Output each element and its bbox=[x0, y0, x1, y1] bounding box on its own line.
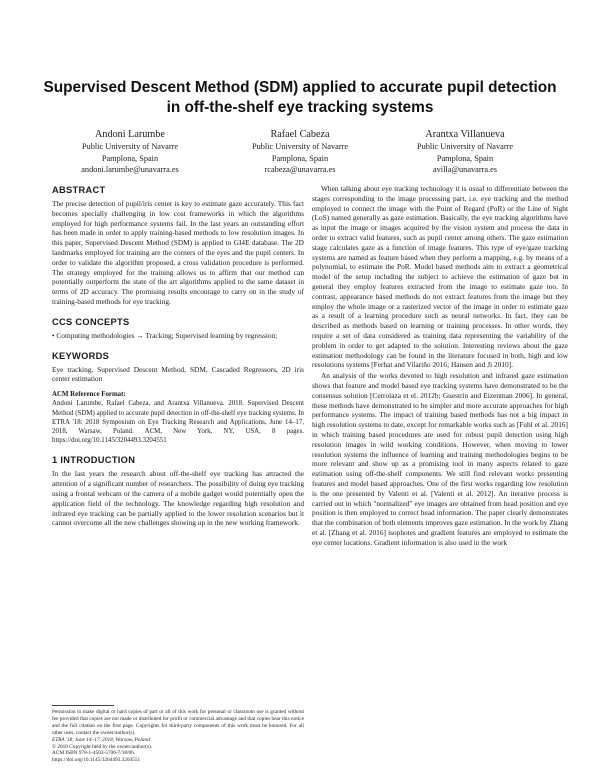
ccs-heading: CCS CONCEPTS bbox=[52, 316, 130, 327]
right-column bbox=[312, 184, 568, 547]
acm-reference-format bbox=[52, 390, 304, 445]
doi-line: https://doi.org/10.1145/3204493.3204551 bbox=[52, 757, 141, 764]
paper-title: Supervised Descent Method (SDM) applied to accurate pupil detection in off-the-shelf eye tracking systems bbox=[43, 79, 557, 116]
abstract-text: The precise detection of pupil/iris center is key to estimate gaze accurately. This fact becomes specially challenging in low cost frameworks in which the algorithms employed for high performance systems fail. In the last years an outstanding effort has been made in order to apply training-based methods to low resolution images. In this paper, Supervised Descent Method (SDM) is applied to GI4E database. The 2D landmarks employed for training are the corners of the eyes and the pupil centers. In order to validate the algorithm proposed, a cross validation procedure is performed. The strategy employed for the training allows us to affirm that our method can potentially outperform the state of the art algorithms applied to the same dataset in terms of 2D accuracy. The promising results encourage to carry on in the study of training-based methods for eye tracking. bbox=[52, 199, 304, 306]
author-email: rcabeza@unavarra.es bbox=[264, 165, 336, 175]
right-paragraph-2: An analysis of the works devoted to high resolution and infrared gaze estimation shows that feature and model based eye tracking systems have demonstrated to be the consensus solution [Cerrolaza et el. 2012b; Guestrin and Eizenman 2006]. In general, these methods have demonstrated to be simpler and more accurate approaches for high performance systems. The impact of training based methods has not a big impact in high resolution systems to date, except for remarkable works such as [Fuhl et al. 2016] in which training based procedures are used for robust pupil detection using high resolution images in wild working conditions. However, when moving to lower resolution systems the influence of learning and training methodologies begins to be more relevant and show up as a promising tool in many aspects related to gaze estimation using off-the-shelf components. We still find relevant works presenting features and model based approaches. One of the first works regarding low resolution is the one presented by Valenti et al. [Valenti et al. 2012]. An iterative process is carried out in which "normalized" eye images are obtained from head position and eye position is then employed to correct head information. The paper clearly demonstrates that the combination of both elements improves gaze estimation. In the work by Zhang et al. [Zhang et al. 2016] isophotes and gradient features are employed to estimate the eye center locations. Gradient information is also used in the work bbox=[312, 371, 568, 547]
acm-reference-label: ACM Reference Format: bbox=[52, 391, 126, 399]
keywords-text: Eye tracking, Supervised Descent Method, SDM, Cascaded Regressors, 2D iris center estimation bbox=[52, 364, 304, 384]
right-paragraph-1: When talking about eye tracking technology it is usual to differentiate between the stages corresponding to the image processing part, i.e. eye tracking and the method employed to connect the image with the Point of Regard (PoR) or the Line of Sight (LoS) named generally as gaze estimation. Basically, the eye tracking algorithms have as input the image or images acquired by the vision system and process the data in order to extract valid features, such as pupil center among others. The gaze estimation stage calculates gaze as a function of image features. This type of eye/gaze tracking systems are named as feature based when they perform a mapping, e.g. by means of a polynomial, to estimate the PoR. Model based methods aim to extract a geometrical model of the setup including the subject to achieve the estimation of gaze but in general they employ features extracted from the image to estimate gaze too. In contrast, appearance based methods do not extract features from the image but they employ the whole image or a rasterized vector of the image in order to estimate gaze as a result of a learning procedure such as neural networks. In fact, they can be described as methods based on learning or training processes. In other words, they require a set of data considered as training data representing the variability of the problem in order to get adapted to the solution. Interesting reviews about the gaze estimation methodology can be found in the literature focused in both, high and low resolutions systems [Ferhat and Vilariño 2016; Hansen and Ji 2010]. bbox=[312, 184, 568, 370]
author-location: Pamplona, Spain bbox=[436, 153, 494, 163]
left-column bbox=[52, 184, 304, 528]
permission-notice: Permission to make digital or hard copies of part or all of this work for personal or classroom use is granted without fee provided that copies are not made or distributed for profit or commercial advantage and that copies bear this notice and the full citation on the first page. Copyrights for third-party components of this work must be honored. For all other uses, contact the owner/author(s). bbox=[52, 709, 304, 736]
author-affiliation: Public University of Navarre bbox=[251, 142, 349, 151]
venue-line: ETRA '18, June 14–17, 2018, Warsaw, Poland bbox=[52, 736, 150, 743]
author-email: avilla@unavarra.es bbox=[432, 165, 498, 175]
author-2 bbox=[215, 128, 385, 176]
acm-reference-text: Andoni Larumbe, Rafael Cabeza, and Arantxa Villanueva. 2018. Supervised Descent Method (SDM) applied to accurate pupil detection in off-the-shelf eye tracking systems. In ETRA '18: 2018 Symposium on Eye Tracking Research and Applications, June 14–17, 2018, Warsaw, Poland. ACM, New York, NY, USA, 8 pages. https://doi.org/10.1145/3204493.3204551 bbox=[52, 400, 304, 445]
author-1 bbox=[45, 128, 215, 176]
ccs-text: • Computing methodologies → Tracking; Supervised learning by regression; bbox=[52, 330, 278, 340]
author-affiliation: Public University of Navarre bbox=[416, 142, 514, 151]
author-name: Rafael Cabeza bbox=[270, 129, 330, 140]
author-name: Andoni Larumbe bbox=[95, 129, 165, 140]
author-email: andoni.larumbe@unavarra.es bbox=[81, 165, 179, 175]
introduction-text: In the last years the research about off-the-shelf eye tracking has attracted the attention of a significant number of researchers. The possibility of doing eye tracking using a frontal webcam or the camera of a mobile gadget would potentially open the application field of the technology. The knowledge regarding high resolution and infrared eye tracking can be partially applied to the lower resolution scenarios but it cannot overcome all the new challenges showing up in the new working framework. bbox=[52, 469, 304, 528]
abstract-heading: ABSTRACT bbox=[52, 185, 106, 195]
author-location: Pamplona, Spain bbox=[271, 153, 329, 163]
copyright-block bbox=[52, 705, 304, 764]
copyright-line: © 2018 Copyright held by the owner/author(s). bbox=[52, 743, 153, 750]
isbn-line: ACM ISBN 978-1-4503-5706-7/18/06. bbox=[52, 750, 136, 757]
author-name: Arantxa Villanueva bbox=[425, 129, 505, 140]
author-affiliation: Public University of Navarre bbox=[81, 142, 179, 151]
introduction-heading: 1 INTRODUCTION bbox=[52, 455, 136, 466]
author-3 bbox=[380, 128, 550, 176]
footnote-rule bbox=[52, 705, 114, 706]
keywords-heading: KEYWORDS bbox=[52, 350, 110, 361]
author-location: Pamplona, Spain bbox=[101, 153, 159, 163]
